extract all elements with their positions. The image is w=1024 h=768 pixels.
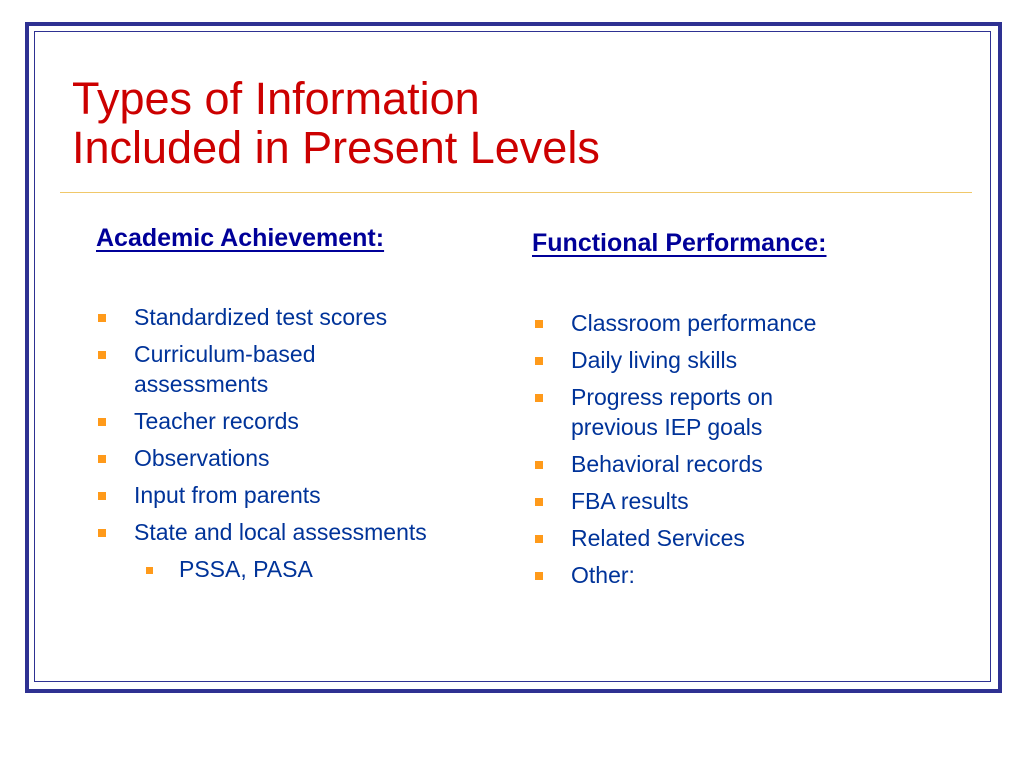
square-bullet-icon (98, 314, 106, 322)
list-item (96, 302, 516, 332)
title-divider (60, 192, 972, 193)
list-item (533, 560, 963, 590)
list-item-text: Classroom performance (571, 310, 817, 336)
list-item (96, 480, 516, 510)
square-bullet-icon (535, 572, 543, 580)
list-item (96, 406, 516, 436)
list-item-text: PSSA, PASA (179, 556, 313, 582)
list-item-text: FBA results (571, 488, 689, 514)
slide-title (72, 74, 600, 172)
list-item-text: Input from parents (134, 482, 321, 508)
square-bullet-icon (535, 320, 543, 328)
list-item-text: Other: (571, 562, 635, 588)
square-bullet-icon (535, 394, 543, 402)
academic-achievement-list (96, 302, 516, 591)
list-item (96, 443, 516, 473)
list-item-text: Teacher records (134, 408, 299, 434)
list-item (533, 449, 963, 479)
functional-performance-heading: Functional Performance: (532, 229, 827, 257)
slide-title-line-1: Types of Information (72, 73, 480, 124)
list-item (533, 523, 963, 553)
list-item (96, 517, 516, 547)
square-bullet-icon (98, 455, 106, 463)
square-bullet-icon (98, 529, 106, 537)
slide-title-line-2: Included in Present Levels (72, 122, 600, 173)
list-item (533, 308, 963, 338)
sub-list-item (96, 554, 516, 584)
square-bullet-icon (98, 351, 106, 359)
list-item-text: Daily living skills (571, 347, 738, 373)
list-item-text: Curriculum-based assessments (134, 341, 316, 397)
list-item (96, 339, 516, 399)
list-item (533, 345, 963, 375)
list-item-text: Observations (134, 445, 270, 471)
square-bullet-icon (535, 498, 543, 506)
list-item-text: Behavioral records (571, 451, 763, 477)
list-item (533, 486, 963, 516)
list-item-text: Progress reports on previous IEP goals (571, 384, 773, 440)
list-item-text: Related Services (571, 525, 745, 551)
academic-achievement-heading: Academic Achievement: (96, 224, 385, 252)
list-item-text: Standardized test scores (134, 304, 388, 330)
square-bullet-icon (535, 535, 543, 543)
square-bullet-icon (146, 567, 153, 574)
square-bullet-icon (535, 461, 543, 469)
list-item (533, 382, 963, 442)
square-bullet-icon (98, 492, 106, 500)
square-bullet-icon (98, 418, 106, 426)
square-bullet-icon (535, 357, 543, 365)
list-item-text: State and local assessments (134, 519, 427, 545)
functional-performance-list (533, 308, 963, 597)
